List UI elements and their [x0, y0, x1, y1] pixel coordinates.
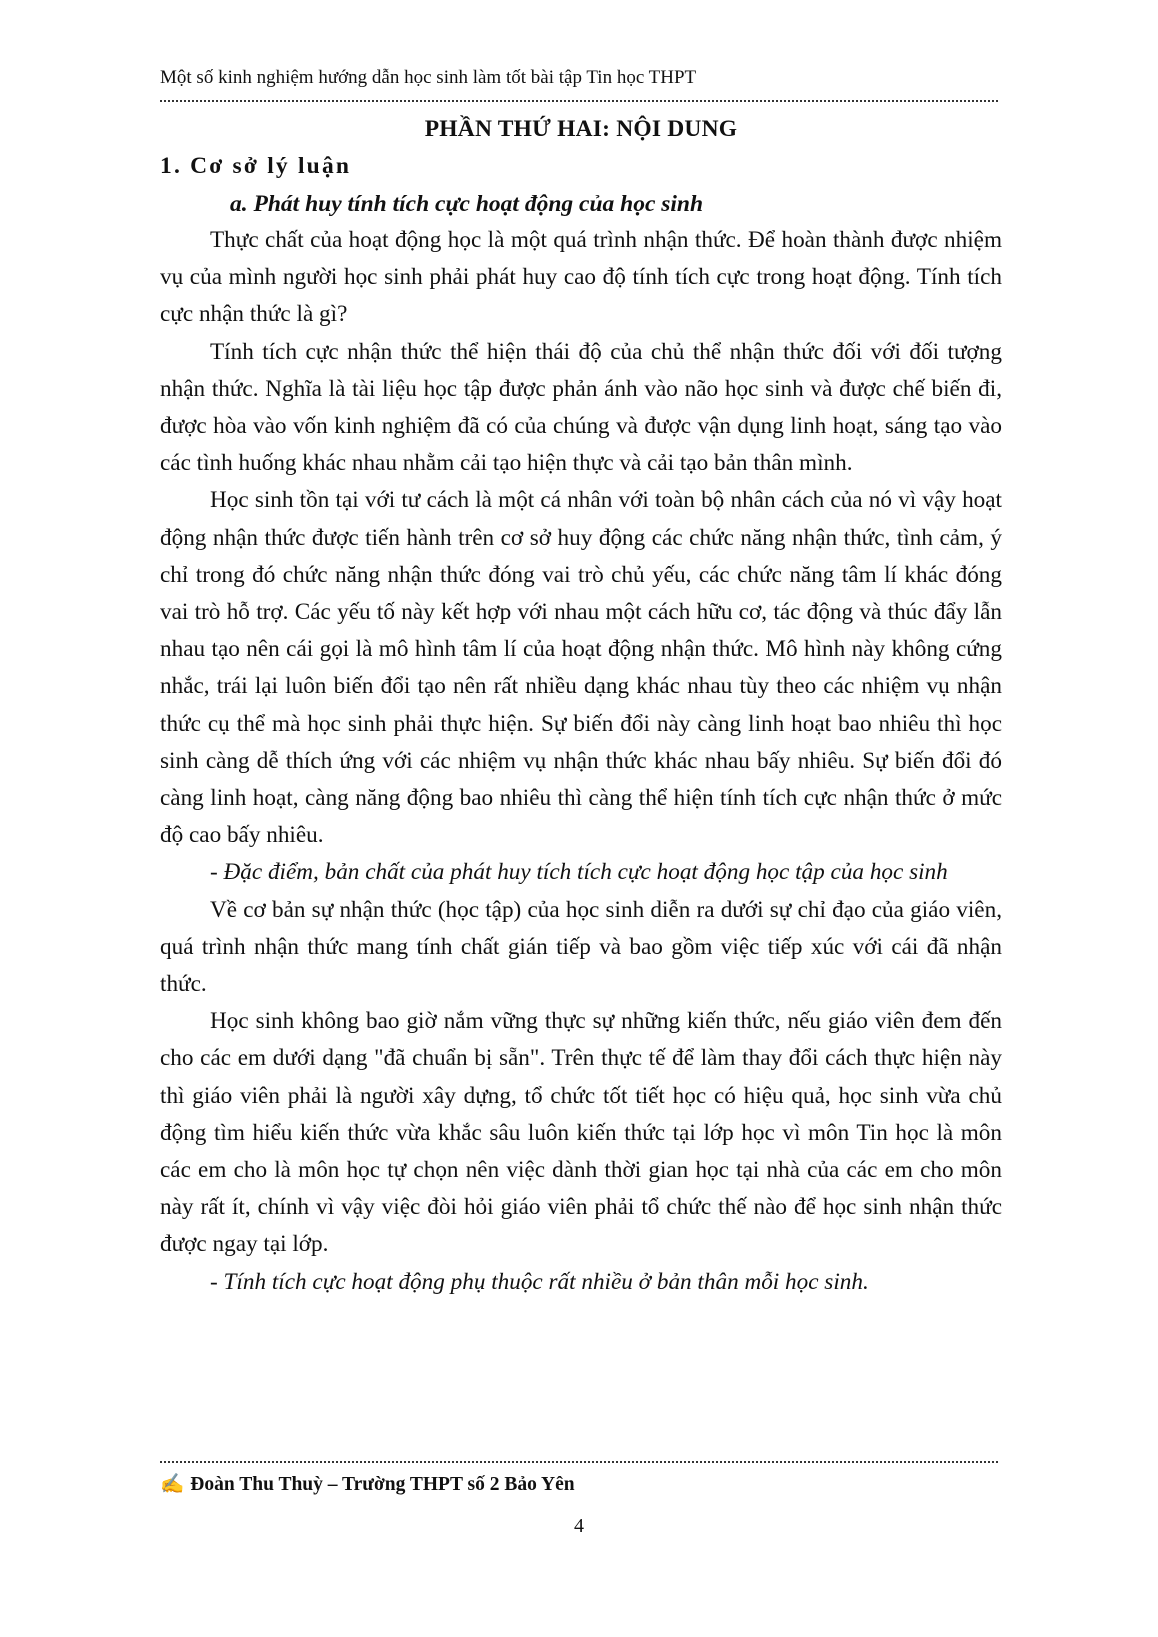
- pen-icon: ✍: [160, 1474, 185, 1495]
- footer-divider: [160, 1461, 998, 1463]
- paragraph-1: Thực chất của hoạt động học là một quá trình nhận thức. Để hoàn thành được nhiệm vụ của mình người học sinh phải phát huy cao độ tính tích cực trong hoạt động. Tính tích cực nhận thức là gì?: [160, 227, 1002, 328]
- heading-a: a. Phát huy tính tích cực hoạt động của học sinh: [230, 191, 704, 217]
- italic-subheading-1: - Đặc điểm, bản chất của phát huy tích tích cực hoạt động học tập của học sinh: [210, 859, 948, 886]
- running-header: Một số kinh nghiệm hướng dẫn học sinh làm tốt bài tập Tin học THPT: [160, 67, 697, 88]
- page-body: [160, 112, 1002, 1301]
- paragraph-2: Tính tích cực nhận thức thể hiện thái độ của chủ thể nhận thức đối với đối tượng nhận thức. Nghĩa là tài liệu học tập được phản ánh vào não học sinh và được chế biến đi, được hòa vào vốn kinh nghiệm đã có của chúng và được vận dụng linh hoạt, sáng tạo vào các tình huống khác nhau nhằm cải tạo hiện thực và cải tạo bản thân mình.: [160, 338, 1002, 477]
- heading-1: 1. Cơ sở lý luận: [160, 153, 352, 179]
- footer-author: Đoàn Thu Thuỳ – Trường THPT số 2 Bảo Yên: [190, 1474, 575, 1495]
- footer: [160, 1473, 575, 1497]
- paragraph-5: Học sinh không bao giờ nắm vững thực sự những kiến thức, nếu giáo viên đem đến cho các em dưới dạng "đã chuẩn bị sẵn". Trên thực tế để làm thay đổi cách thực hiện này thì giáo viên phải là người xây dựng, tổ chức tốt tiết học có hiệu quả, học sinh vừa chủ động tìm hiểu kiến thức vừa khắc sâu luôn kiến thức tại lớp học vì môn Tin học là môn các em cho là môn học tự chọn nên việc dành thời gian học tại nhà của các em cho môn này rất ít, chính vì vậy việc đòi hỏi giáo viên phải tổ chức thế nào để học sinh nhận thức được ngay tại lớp.: [160, 1008, 1002, 1258]
- section-title: PHẦN THỨ HAI: NỘI DUNG: [424, 116, 738, 142]
- page-number: 4: [574, 1515, 584, 1537]
- paragraph-4: Về cơ bản sự nhận thức (học tập) của học sinh diễn ra dưới sự chỉ đạo của giáo viên, quá trình nhận thức mang tính chất gián tiếp và bao gồm việc tiếp xúc với cái đã nhận thức.: [160, 896, 1002, 998]
- paragraph-3: Học sinh tồn tại với tư cách là một cá nhân với toàn bộ nhân cách của nó vì vậy hoạt động nhận thức được tiến hành trên cơ sở huy động các chức năng nhận thức, tình cảm, ý chỉ trong đó chức năng nhận thức đóng vai trò chủ yếu, các chức năng tâm lí khác đóng vai trò hỗ trợ. Các yếu tố này kết hợp với nhau một cách hữu cơ, tác động và thúc đẩy lẫn nhau tạo nên cái gọi là mô hình tâm lí của hoạt động nhận thức. Mô hình này không cứng nhắc, trái lại luôn biến đổi tạo nên rất nhiều dạng khác nhau tùy theo các nhiệm vụ nhận thức cụ thể mà học sinh phải thực hiện. Sự biến đổi này càng linh hoạt bao nhiêu thì học sinh càng dễ thích ứng với các nhiệm vụ nhận thức khác nhau bấy nhiêu. Sự biến đổi đó càng linh hoạt, càng năng động bao nhiêu thì càng thể hiện tính tích cực nhận thức ở mức độ cao bấy nhiêu.: [160, 487, 1002, 849]
- header-divider: [160, 100, 998, 102]
- italic-subheading-2: - Tính tích cực hoạt động phụ thuộc rất nhiều ở bản thân mỗi học sinh.: [210, 1268, 869, 1295]
